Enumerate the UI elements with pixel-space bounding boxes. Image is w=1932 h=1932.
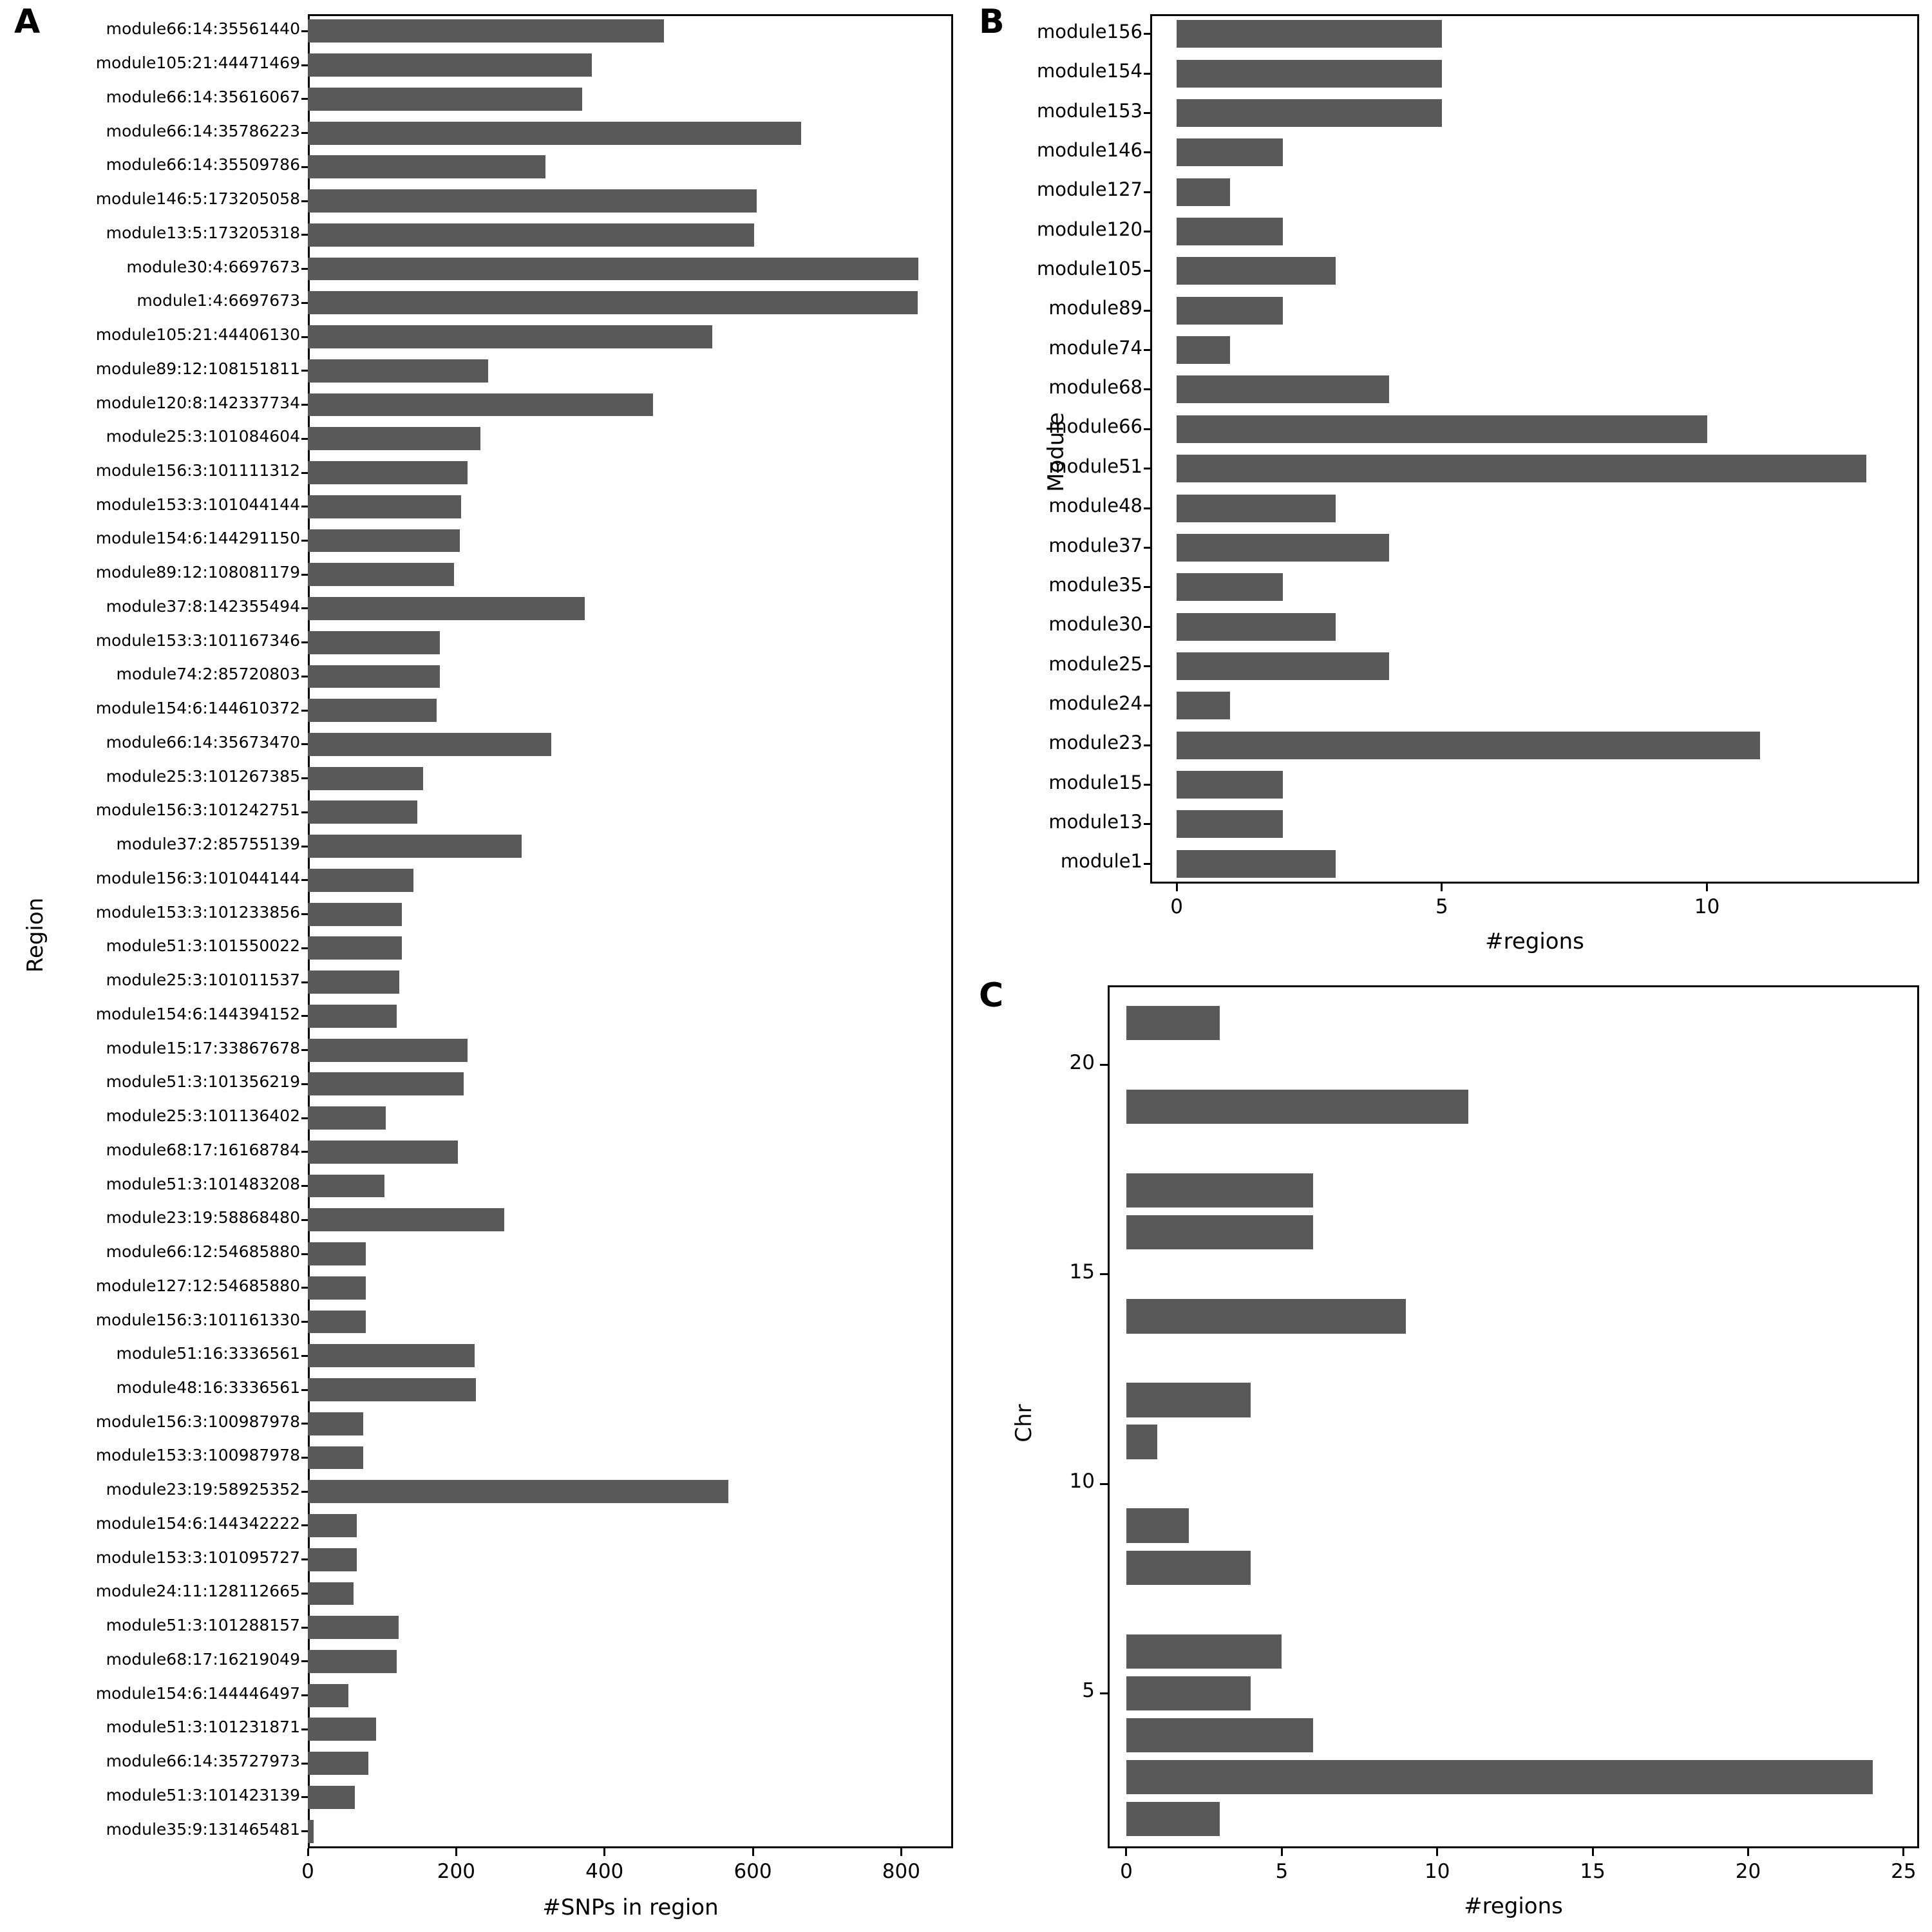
bar: [308, 1820, 314, 1843]
bar: [1177, 297, 1283, 325]
y-tick-mark: [301, 30, 308, 32]
y-tick-label: module1:4:6697673: [137, 291, 300, 310]
bar: [308, 1548, 357, 1571]
bar: [308, 461, 468, 484]
x-tick-label: 400: [585, 1860, 624, 1883]
y-tick-mark: [301, 1355, 308, 1357]
bar: [1126, 1299, 1406, 1333]
y-tick-mark: [301, 1524, 308, 1526]
x-tick-label: 200: [437, 1860, 475, 1883]
y-tick-mark: [301, 268, 308, 270]
y-tick-label: module154:6:144446497: [95, 1683, 300, 1703]
y-tick-label: module51:16:3336561: [116, 1344, 300, 1363]
bar: [1177, 850, 1336, 878]
y-tick-mark: [301, 1830, 308, 1832]
y-tick-mark: [301, 1219, 308, 1221]
y-tick-label: module23: [1048, 732, 1142, 754]
bar: [1126, 1760, 1873, 1794]
y-tick-label: module153:3:101167346: [95, 630, 300, 650]
x-tick-label: 0: [1170, 895, 1184, 918]
y-tick-label: module51:3:101423139: [106, 1785, 300, 1804]
bar: [308, 1786, 355, 1809]
x-tick-mark: [1436, 1848, 1438, 1856]
bar: [1177, 732, 1760, 759]
y-tick-mark: [301, 1049, 308, 1051]
bar: [308, 767, 423, 790]
y-tick-mark: [1144, 586, 1150, 588]
y-tick-mark: [301, 1491, 308, 1493]
bar: [308, 189, 757, 213]
y-tick-mark: [301, 1287, 308, 1289]
y-tick-mark: [301, 1728, 308, 1730]
x-tick-label: 5: [1275, 1860, 1289, 1883]
bar: [1177, 218, 1283, 245]
y-tick-mark: [1144, 231, 1150, 232]
bar: [308, 19, 664, 43]
bar: [308, 971, 399, 994]
y-tick-mark: [301, 811, 308, 813]
bar: [308, 1005, 397, 1028]
y-tick-label: module66: [1048, 415, 1142, 438]
bar: [308, 1650, 397, 1673]
x-tick-mark: [752, 1848, 754, 1856]
y-tick-label: module51:3:101356219: [106, 1072, 300, 1092]
x-tick-label: 20: [1735, 1860, 1761, 1883]
x-tick-mark: [455, 1848, 457, 1856]
y-tick-mark: [1100, 1483, 1108, 1485]
panel-b-xaxis-title: #regions: [1485, 929, 1584, 954]
y-tick-mark: [301, 1151, 308, 1153]
bar: [308, 903, 402, 926]
y-tick-label: module105:21:44471469: [95, 53, 300, 73]
bar: [308, 258, 918, 281]
y-tick-mark: [1144, 73, 1150, 75]
y-tick-label: module127: [1036, 178, 1142, 201]
x-tick-label: 5: [1435, 895, 1448, 918]
x-tick-mark: [1592, 1848, 1594, 1856]
y-tick-label: module15: [1048, 771, 1142, 793]
y-tick-mark: [1100, 1692, 1108, 1694]
y-tick-label: module154:6:144342222: [95, 1513, 300, 1533]
y-tick-mark: [1144, 547, 1150, 549]
y-tick-label: module1: [1060, 850, 1142, 873]
bar: [308, 1072, 464, 1095]
y-tick-label: module127:12:54685880: [95, 1276, 300, 1295]
y-tick-mark: [301, 166, 308, 168]
y-tick-mark: [301, 302, 308, 304]
y-tick-mark: [301, 710, 308, 712]
bar: [308, 1616, 399, 1639]
panel-c-xaxis-title: #regions: [1464, 1893, 1563, 1919]
bar: [308, 1175, 384, 1198]
y-tick-label: 10: [1069, 1470, 1095, 1493]
y-tick-mark: [301, 64, 308, 66]
bar: [1177, 20, 1442, 48]
y-tick-label: module154:6:144394152: [95, 1004, 300, 1023]
y-tick-mark: [301, 981, 308, 983]
bar: [1126, 1425, 1157, 1459]
y-tick-label: module35: [1048, 573, 1142, 596]
bar: [1126, 1173, 1313, 1208]
y-tick-mark: [1144, 705, 1150, 706]
y-tick-label: module66:14:35727973: [106, 1752, 300, 1771]
panel-b: [966, 0, 1932, 960]
bar: [1126, 1090, 1468, 1124]
y-tick-label: module68:17:16219049: [106, 1649, 300, 1669]
y-tick-label: module51:3:101483208: [106, 1174, 300, 1193]
y-tick-mark: [301, 132, 308, 134]
bar: [1126, 1718, 1313, 1752]
bar: [308, 835, 522, 858]
y-tick-label: module66:14:35786223: [106, 121, 300, 140]
bar: [308, 1242, 366, 1265]
bar: [308, 699, 437, 722]
bar: [1177, 613, 1336, 641]
y-tick-mark: [1144, 744, 1150, 746]
bar: [308, 1039, 468, 1062]
x-tick-mark: [1281, 1848, 1283, 1856]
panel-a-letter: A: [14, 3, 41, 41]
panel-c: [966, 966, 1932, 1932]
y-tick-mark: [1144, 270, 1150, 272]
y-tick-mark: [301, 506, 308, 507]
y-tick-mark: [301, 1593, 308, 1595]
bar: [308, 359, 488, 383]
y-tick-label: module89: [1048, 297, 1142, 319]
y-tick-label: module120: [1036, 218, 1142, 240]
panel-b-letter: B: [979, 3, 1005, 41]
y-tick-mark: [1144, 33, 1150, 35]
panel-a-xaxis-title: #SNPs in region: [542, 1895, 719, 1920]
bar: [308, 393, 653, 417]
bar: [308, 53, 592, 77]
y-tick-label: module24:11:128112665: [95, 1582, 300, 1601]
y-tick-mark: [301, 1660, 308, 1662]
y-tick-label: module153:3:101044144: [95, 495, 300, 514]
y-tick-label: module66:12:54685880: [106, 1242, 300, 1262]
y-tick-label: module68: [1048, 376, 1142, 399]
y-tick-label: module156: [1036, 20, 1142, 43]
y-tick-label: 15: [1069, 1260, 1095, 1283]
y-tick-mark: [301, 472, 308, 474]
bar: [1126, 1215, 1313, 1249]
y-tick-mark: [301, 370, 308, 372]
bar: [308, 800, 417, 824]
bar: [1126, 1508, 1189, 1542]
y-tick-label: module156:3:100987978: [95, 1412, 300, 1431]
y-tick-label: module35:9:131465481: [106, 1819, 300, 1839]
y-tick-mark: [301, 1558, 308, 1560]
y-tick-label: module25:3:101011537: [106, 971, 300, 990]
y-tick-mark: [1144, 388, 1150, 390]
y-tick-label: module66:14:35561440: [106, 19, 300, 39]
y-tick-label: module66:14:35673470: [106, 732, 300, 752]
y-tick-label: module37: [1048, 534, 1142, 556]
bar: [1177, 495, 1336, 522]
y-tick-label: module37:8:142355494: [106, 596, 300, 616]
bar: [308, 1378, 476, 1401]
y-tick-mark: [301, 607, 308, 609]
y-tick-mark: [301, 574, 308, 576]
x-tick-mark: [603, 1848, 605, 1856]
y-tick-mark: [1144, 863, 1150, 865]
bar: [1126, 1006, 1220, 1040]
bar: [308, 597, 585, 620]
bar: [308, 733, 551, 756]
bar: [308, 1344, 475, 1367]
y-tick-label: module37:2:85755139: [116, 835, 300, 854]
y-tick-label: module146:5:173205058: [95, 189, 300, 209]
y-tick-label: module156:3:101161330: [95, 1310, 300, 1329]
y-tick-mark: [301, 1763, 308, 1765]
y-tick-label: module120:8:142337734: [95, 393, 300, 412]
bar: [308, 1208, 504, 1231]
bar: [308, 869, 413, 892]
y-tick-label: module74: [1048, 336, 1142, 359]
bar: [1177, 138, 1283, 166]
bar: [308, 427, 480, 450]
y-tick-label: module153:3:101095727: [95, 1548, 300, 1567]
y-tick-mark: [301, 1321, 308, 1323]
y-tick-mark: [301, 1389, 308, 1391]
y-tick-mark: [1144, 823, 1150, 825]
bar: [308, 1684, 348, 1707]
bar: [308, 1412, 363, 1435]
bar: [308, 1311, 366, 1334]
bar: [1177, 810, 1283, 838]
y-tick-mark: [301, 743, 308, 745]
y-tick-label: module153:3:101233856: [95, 902, 300, 922]
y-tick-mark: [1144, 428, 1150, 430]
x-tick-label: 800: [882, 1860, 920, 1883]
y-tick-mark: [301, 1694, 308, 1696]
y-tick-label: module66:14:35509786: [106, 155, 300, 175]
bar: [1126, 1551, 1251, 1585]
bar: [1177, 455, 1866, 482]
bar: [308, 1582, 354, 1605]
y-tick-label: module25:3:101136402: [106, 1106, 300, 1126]
x-tick-mark: [1125, 1848, 1127, 1856]
y-tick-mark: [301, 1627, 308, 1629]
y-tick-mark: [301, 234, 308, 236]
bar: [1177, 771, 1283, 799]
y-tick-mark: [301, 641, 308, 643]
bar: [308, 1480, 728, 1503]
y-tick-mark: [301, 846, 308, 848]
y-tick-mark: [301, 947, 308, 949]
bar: [308, 563, 454, 586]
y-tick-label: module154:6:144291150: [95, 529, 300, 548]
y-tick-label: module30: [1048, 613, 1142, 636]
y-tick-mark: [301, 777, 308, 779]
y-tick-label: module15:17:33867678: [106, 1038, 300, 1057]
y-tick-label: module30:4:6697673: [126, 257, 300, 276]
bar: [308, 88, 582, 111]
x-tick-mark: [1176, 884, 1178, 891]
y-tick-label: module25:3:101267385: [106, 766, 300, 786]
x-tick-label: 15: [1580, 1860, 1605, 1883]
bar: [308, 631, 440, 654]
bar: [1177, 257, 1336, 285]
y-tick-mark: [1144, 112, 1150, 114]
y-tick-mark: [301, 1015, 308, 1017]
y-tick-label: module48: [1048, 495, 1142, 517]
y-tick-mark: [301, 98, 308, 100]
bar: [308, 665, 440, 688]
bar: [1177, 375, 1388, 403]
bar: [308, 155, 545, 178]
y-tick-label: module48:16:3336561: [116, 1378, 300, 1397]
y-tick-mark: [301, 1117, 308, 1119]
bar: [308, 1276, 366, 1300]
y-tick-mark: [301, 200, 308, 202]
panel-a-yaxis-title: Region: [23, 897, 48, 973]
y-tick-label: module23:19:58868480: [106, 1208, 300, 1227]
bar: [308, 325, 712, 348]
y-tick-label: module13: [1048, 811, 1142, 833]
bar: [1177, 178, 1229, 206]
y-tick-label: module74:2:85720803: [116, 665, 300, 684]
y-tick-mark: [1144, 784, 1150, 786]
x-tick-label: 10: [1424, 1860, 1450, 1883]
bar: [1126, 1383, 1251, 1417]
x-tick-label: 0: [1120, 1860, 1133, 1883]
y-tick-mark: [1100, 1064, 1108, 1066]
panel-c-letter: C: [979, 976, 1004, 1015]
y-tick-mark: [301, 1083, 308, 1085]
y-tick-label: 20: [1069, 1050, 1095, 1074]
x-tick-mark: [1706, 884, 1708, 891]
panel-a-plot-area: [308, 14, 953, 1848]
bar: [308, 1141, 458, 1164]
y-tick-label: module23:19:58925352: [106, 1480, 300, 1499]
bar: [1177, 60, 1442, 88]
y-tick-mark: [1144, 665, 1150, 667]
x-tick-label: 0: [301, 1860, 314, 1883]
y-tick-mark: [301, 336, 308, 338]
y-tick-label: module105: [1036, 257, 1142, 279]
y-tick-label: module51:3:101231871: [106, 1718, 300, 1737]
x-tick-mark: [1441, 884, 1443, 891]
y-tick-label: module156:3:101242751: [95, 800, 300, 820]
y-tick-mark: [1100, 1273, 1108, 1275]
x-tick-mark: [307, 1848, 309, 1856]
y-tick-label: module105:21:44406130: [95, 325, 300, 345]
bar: [1177, 415, 1707, 443]
panel-c-yaxis-title: Chr: [1011, 1404, 1037, 1443]
bar: [308, 1106, 386, 1130]
y-tick-mark: [1144, 310, 1150, 312]
y-tick-label: module146: [1036, 138, 1142, 161]
bar: [1177, 573, 1283, 601]
y-tick-label: module51:3:101550022: [106, 936, 300, 956]
bar: [1177, 692, 1229, 719]
y-tick-label: module89:12:108151811: [95, 359, 300, 378]
y-tick-mark: [1144, 151, 1150, 153]
y-tick-label: module13:5:173205318: [106, 223, 300, 242]
bar: [308, 1718, 376, 1741]
y-tick-label: module25:3:101084604: [106, 427, 300, 446]
y-tick-mark: [1144, 507, 1150, 509]
y-tick-label: module68:17:16168784: [106, 1140, 300, 1159]
x-tick-mark: [1902, 1848, 1904, 1856]
y-tick-mark: [301, 913, 308, 915]
y-tick-mark: [301, 1423, 308, 1425]
y-tick-mark: [1144, 626, 1150, 628]
y-tick-mark: [301, 1185, 308, 1187]
y-tick-label: module156:3:101044144: [95, 868, 300, 887]
bar: [308, 1514, 357, 1537]
bar: [308, 1752, 368, 1775]
y-tick-mark: [301, 438, 308, 440]
y-tick-label: module24: [1048, 692, 1142, 714]
bar: [308, 122, 801, 145]
y-tick-label: module51:3:101288157: [106, 1616, 300, 1635]
bar: [308, 529, 460, 553]
y-tick-mark: [301, 540, 308, 542]
bar: [1126, 1802, 1220, 1836]
x-tick-label: 600: [734, 1860, 772, 1883]
bar: [308, 495, 461, 518]
y-tick-mark: [301, 1253, 308, 1255]
y-tick-label: module153: [1036, 99, 1142, 122]
y-tick-mark: [1144, 468, 1150, 469]
y-tick-label: module154: [1036, 60, 1142, 82]
y-tick-label: module153:3:100987978: [95, 1446, 300, 1465]
y-tick-label: module154:6:144610372: [95, 699, 300, 718]
x-tick-label: 10: [1694, 895, 1720, 918]
bar: [308, 223, 754, 247]
x-tick-mark: [1747, 1848, 1749, 1856]
bar: [1126, 1634, 1282, 1669]
y-tick-mark: [301, 1457, 308, 1459]
bar: [1126, 1676, 1251, 1710]
bar: [1177, 534, 1388, 562]
bar: [308, 1446, 363, 1470]
y-tick-label: module156:3:101111312: [95, 461, 300, 480]
bar: [1177, 336, 1229, 364]
y-tick-mark: [1144, 191, 1150, 193]
x-tick-label: 25: [1891, 1860, 1917, 1883]
x-tick-mark: [900, 1848, 902, 1856]
bar: [1177, 652, 1388, 680]
bar: [308, 291, 918, 314]
y-tick-mark: [301, 1796, 308, 1798]
bar: [1177, 99, 1442, 127]
y-tick-label: module51: [1048, 455, 1142, 477]
y-tick-mark: [301, 676, 308, 677]
y-tick-mark: [301, 404, 308, 406]
y-tick-mark: [1144, 349, 1150, 351]
y-tick-label: module25: [1048, 652, 1142, 675]
panel-b-yaxis-title: Module: [1043, 412, 1069, 492]
y-tick-mark: [301, 879, 308, 881]
y-tick-label: 5: [1082, 1679, 1095, 1703]
y-tick-label: module89:12:108081179: [95, 563, 300, 582]
y-tick-label: module66:14:35616067: [106, 87, 300, 106]
bar: [308, 936, 402, 960]
